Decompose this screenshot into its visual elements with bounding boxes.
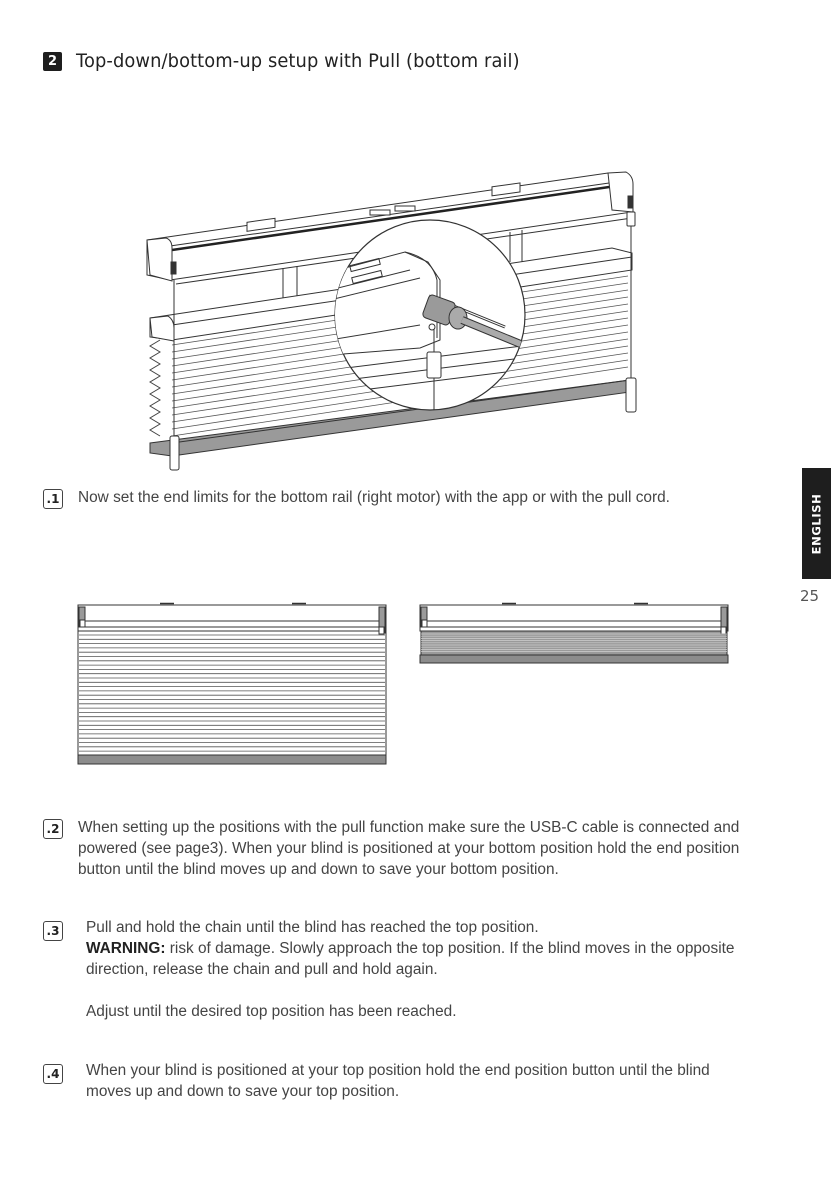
step-2 <box>43 817 758 880</box>
language-tab <box>802 468 831 579</box>
step-number-badge: .1 <box>43 489 63 509</box>
step-text: When setting up the positions with the pull function make sure the USB-C cable is connected and powered (see page3). When your blind is positioned at your bottom position hold the end position button until the blind moves up and down to save your bottom position. <box>78 819 740 878</box>
blind-fully-raised-icon <box>418 600 738 670</box>
step-3 <box>43 917 746 1022</box>
perspective-blind-with-motor-detail-icon <box>0 0 831 480</box>
step-number-badge: .4 <box>43 1064 63 1084</box>
warning-label: WARNING: <box>86 940 166 957</box>
step-number-badge: .2 <box>43 819 63 839</box>
page-number: 25 <box>800 587 820 605</box>
step-text-line: Adjust until the desired top position has been reached. <box>86 1003 457 1020</box>
step-text: When your blind is positioned at your top position hold the end position button until the blind moves up and down to save your top position. <box>86 1062 710 1100</box>
step-text: Now set the end limits for the bottom rail (right motor) with the app or with the pull cord. <box>78 489 670 506</box>
section-title: Top-down/bottom-up setup with Pull (bottom rail) <box>76 50 520 72</box>
step-1 <box>43 487 768 509</box>
blind-fully-lowered-icon <box>76 600 396 770</box>
section-number-badge: 2 <box>43 52 62 71</box>
step-4 <box>43 1060 746 1102</box>
step-number-badge: .3 <box>43 921 63 941</box>
warning-paragraph <box>86 938 746 980</box>
warning-text: risk of damage. Slowly approach the top position. If the blind moves in the opposite direction, release the chain and pull and hold again. <box>86 940 735 978</box>
language-tab-label: ENGLISH <box>809 493 824 554</box>
step-text-line: Pull and hold the chain until the blind has reached the top position. <box>86 919 539 936</box>
